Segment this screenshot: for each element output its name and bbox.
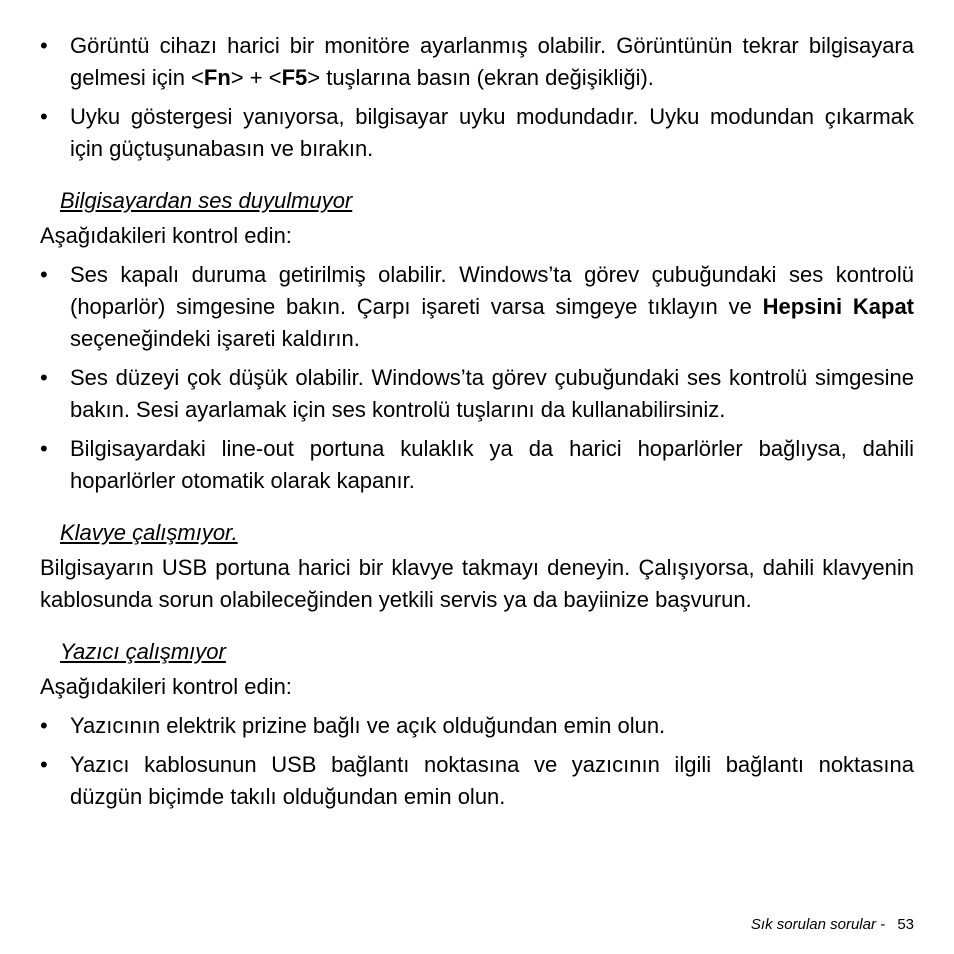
item-text: Görüntü cihazı harici bir monitöre ayarlanmış olabilir. Görüntünün tekrar bilgisayara gelmesi için < (70, 33, 914, 90)
section-heading-printer: Yazıcı çalışmıyor (60, 639, 226, 664)
bullet-icon: • (40, 436, 48, 461)
bullet-icon: • (40, 752, 48, 777)
printer-bullets (40, 710, 914, 813)
list-item (40, 710, 914, 742)
section-heading-keyboard: Klavye çalışmıyor. (60, 520, 238, 545)
section-intro: Aşağıdakileri kontrol edin: (40, 223, 292, 248)
list-item (40, 101, 914, 165)
list-item (40, 749, 914, 813)
sound-bullets (40, 259, 914, 497)
list-item (40, 362, 914, 426)
key-f5: F5 (281, 65, 308, 90)
page-number: 53 (897, 916, 914, 933)
item-text: > tuşlarına basın (ekran değişikliği). (307, 65, 654, 90)
option-name: Hepsini Kapat (762, 294, 915, 319)
bullet-icon: • (40, 262, 48, 287)
bullet-icon: • (40, 713, 48, 738)
item-text: Yazıcı kablosunun USB bağlantı noktasına ve yazıcının ilgili bağlantı noktasına düzgün biçimde takılı olduğundan emin olun. (70, 752, 914, 809)
display-bullets (40, 30, 914, 165)
list-item (40, 433, 914, 497)
bullet-icon: • (40, 33, 48, 58)
item-text: seçeneğindeki işareti kaldırın. (70, 326, 360, 351)
item-text: Ses kapalı duruma getirilmiş olabilir. Windows’ta görev çubuğundaki ses kontrolü (hoparlör) simgesine bakın. Çarpı işareti varsa simgeye tıklayın ve (70, 262, 914, 319)
item-text: Ses düzeyi çok düşük olabilir. Windows’ta görev çubuğundaki ses kontrolü simgesine bakın. Sesi ayarlamak için ses kontrolü tuşlarını da kullanabilirsiniz. (70, 365, 914, 422)
footer-label: Sık sorulan sorular - (750, 916, 890, 933)
section-intro: Aşağıdakileri kontrol edin: (40, 674, 292, 699)
section-heading-sound: Bilgisayardan ses duyulmuyor (60, 188, 353, 213)
item-text: > + < (230, 65, 282, 90)
bullet-icon: • (40, 104, 48, 129)
list-item (40, 259, 914, 355)
document-body (40, 30, 914, 820)
item-text: Uyku göstergesi yanıyorsa, bilgisayar uyku modundadır. Uyku modundan çıkarmak için güçtuşunabasın ve bırakın. (70, 104, 914, 161)
item-text: Bilgisayardaki line-out portuna kulaklık ya da harici hoparlörler bağlıysa, dahili hoparlörler otomatik olarak kapanır. (70, 436, 914, 493)
page-footer (751, 915, 914, 935)
key-fn: Fn (203, 65, 231, 90)
item-text: Yazıcının elektrik prizine bağlı ve açık olduğundan emin olun. (70, 713, 666, 738)
bullet-icon: • (40, 365, 48, 390)
list-item (40, 30, 914, 94)
section-body: Bilgisayarın USB portuna harici bir klavye takmayı deneyin. Çalışıyorsa, dahili klavyenin kablosunda sorun olabileceğinden yetkili servis ya da bayiinize başvurun. (40, 555, 914, 612)
